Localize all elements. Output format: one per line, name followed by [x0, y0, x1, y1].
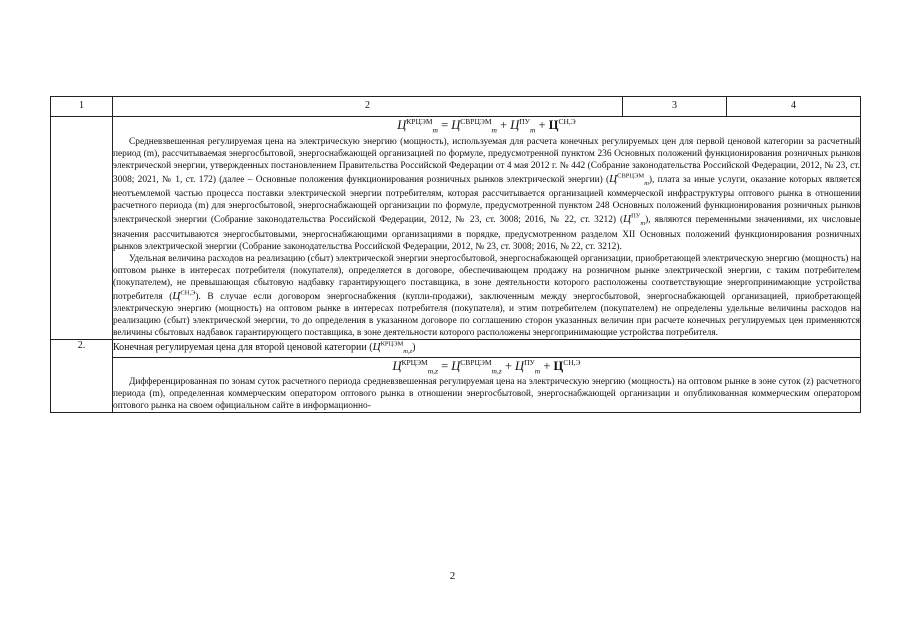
table-row-1: [51, 117, 861, 340]
row1-number-cell: [51, 117, 113, 340]
formula-krcem-second: $Ц^{КРЦЭМ}_{m,z} = Ц^{СВРЦЭМ}_{m,z} + Ц^{ПУ}_m + Ц^{СН,Э}$: [392, 357, 581, 376]
table-row-2-body: [51, 357, 861, 413]
header-col-2: 2: [113, 97, 623, 117]
row2-paragraph-1: Дифференцированная по зонам суток расчетного периода средневзвешенная регулируемая цена на электрическую энергию (мощность) на оптовом рынке в зоне суток (z) расчетного периода (m), определенная коммерческим оператором оптового рынка в отношении энергосбытовой, энергоснабжающей организации и опубликованная коммерческим оператором оптового рынка на своем официальном сайте в информационно-: [113, 377, 860, 412]
page-number: 2: [449, 570, 456, 582]
table-row-2: [51, 340, 861, 358]
formula-krcem-first: $Ц^{КРЦЭМ}_m = Ц^{СВРЦЭМ}_m + Ц^{ПУ}_m + Ц^{СН,Э}$: [397, 117, 576, 135]
row2-content: [113, 357, 861, 413]
row2-title-cell: Конечная регулируемая цена для второй ценовой категории $(Ц^{КРЦЭМ}_{m,z})$: [113, 340, 861, 358]
row1-paragraph-2: Удельная величина расходов на реализацию (сбыт) электрической энергии энергосбытовой, энергоснабжающей организации, приобретающей электрическую энергию (мощность) на оптовом рынке в интересах потребителя (покупателя), определяется в договоре, обеспечивающем продажу на розничном рынке электрической энергии, с таким потребителем (покупателем), не превышающая сбытовую надбавку гарантирующего поставщика, в зоне деятельности которого расположены соответствующие энергопринимающие устройства потребителя $(Ц^{СН,Э})$. В случае если договором энергоснабжения (купли-продажи), заключенным между энергосбытовой, энергоснабжающей организацией, приобретающей электрическую энергию (мощность) на оптовом рынке в интересах потребителя (покупателя), и этим потребителем (покупателем) не определены удельные величины расходов на реализацию (сбыт) электрической энергии, то до определения в указанном договоре по соглашению сторон указанных величин при расчете конечных регулируемых цен применяются величины сбытовых надбавок гарантирующего поставщика, в зоне деятельности которого расположены энергопринимающие устройства потребителя.: [113, 253, 861, 339]
header-col-4: 4: [727, 97, 861, 117]
header-col-3: 3: [623, 97, 727, 117]
table-header-row: [51, 97, 861, 117]
row1-content: [113, 117, 861, 340]
row2-title: Конечная регулируемая цена для второй ценовой категории: [113, 342, 367, 354]
tariff-table: [50, 96, 861, 413]
header-col-1: 1: [51, 97, 113, 117]
row2-number: 2.: [51, 340, 113, 413]
row1-paragraph-1: Средневзвешенная регулируемая цена на электрическую энергию (мощность), используемая для расчета конечных регулируемых цен для первой ценовой категории за расчетный период (m), рассчитываемая энергосбытовой, энергоснабжающей организацией по формуле, предусмотренной пунктом 236 Основных положений функционирования розничных рынков электрической энергии, утвержденных постановлением Правительства Российской Федерации от 4 мая 2012 г. № 442 (Собрание законодательства Российской Федерации, 2012, № 23, ст. 3008; 2021, № 1, ст. 172) (далее – Основные положения функционирования розничных рынков электрической энергии) $(Ц^{СВРЦЭМ}_m)$, плата за иные услуги, оказание которых является неотъемлемой частью процесса поставки электрической энергии потребителям, которая рассчитывается организацией коммерческой инфраструктуры оптового рынка в отношении расчетного периода (m) для энергосбытовой, энергоснабжающей организации по формуле, предусмотренной пунктом 248 Основных положений функционирования розничных рынков электрической энергии (Собрание законодательства Российской Федерации, 2012, № 23, ст. 3008; 2016, № 22, ст. 3212) $(Ц^{ПУ}_m)$, являются переменными значениями, их числовые значения рассчитываются энергосбытовыми, энергоснабжающими организациями в порядке, предусмотренном разделом XII Основных положений функционирования розничных рынков электрической энергии (Собрание законодательства Российской Федерации, 2012, № 23, ст. 3008; 2016, № 22, ст. 3212).: [113, 136, 861, 252]
